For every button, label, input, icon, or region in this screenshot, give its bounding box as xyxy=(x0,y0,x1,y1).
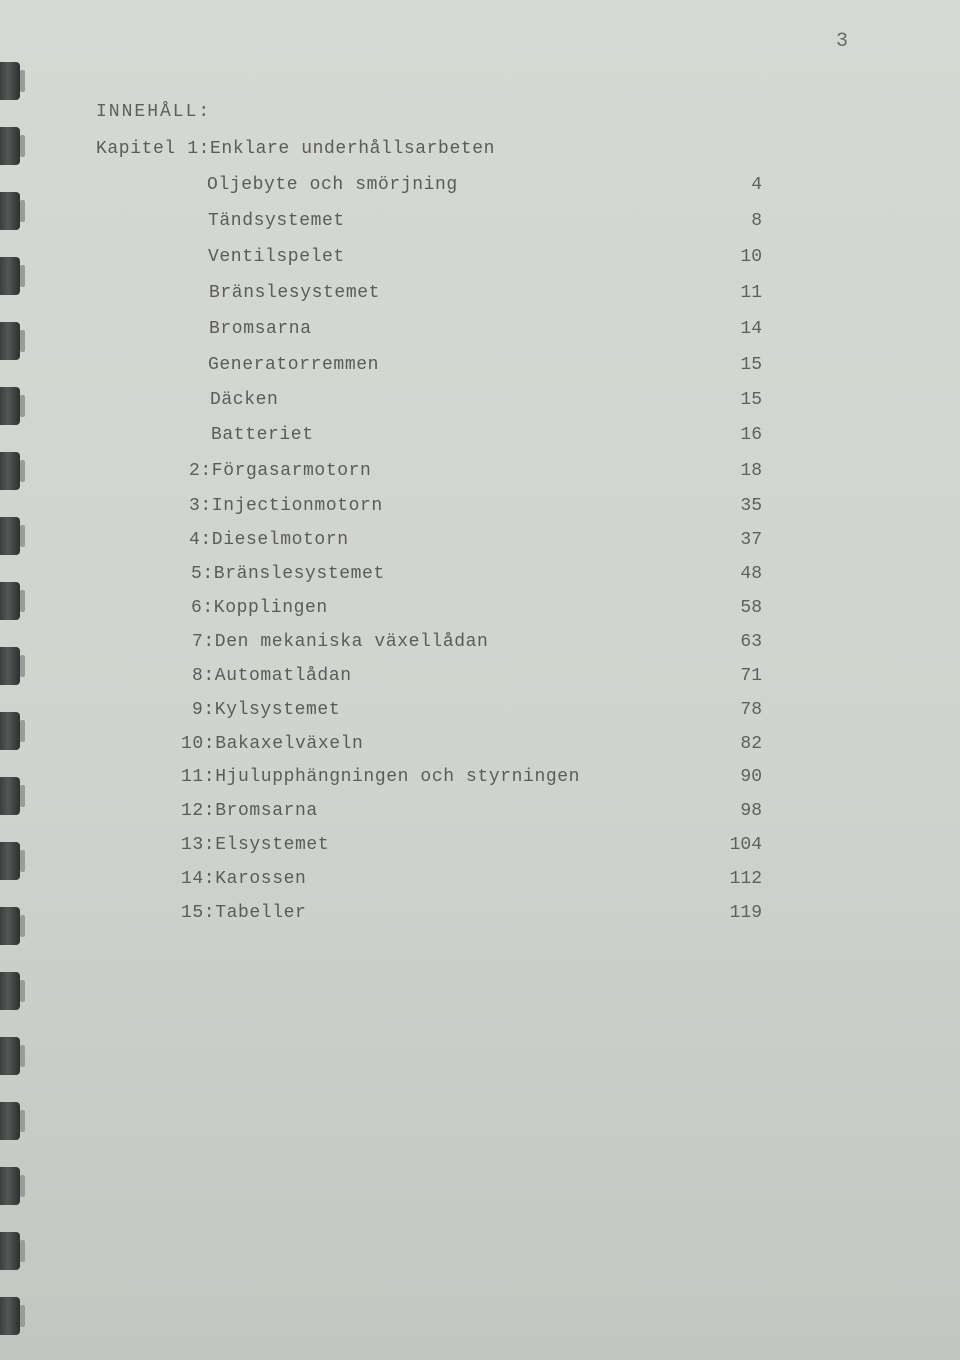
toc-page-number: 63 xyxy=(740,632,762,652)
toc-page-number: 78 xyxy=(740,700,762,720)
toc-chapter-row xyxy=(0,767,960,795)
toc-page-number: 48 xyxy=(740,564,762,584)
toc-page-number: 15 xyxy=(740,390,762,410)
toc-page-number: 37 xyxy=(740,530,762,550)
toc-chapter-label: 12:Bromsarna xyxy=(181,801,318,821)
toc-chapter-row xyxy=(0,869,960,897)
toc-page-number: 10 xyxy=(740,247,762,267)
toc-page-number: 35 xyxy=(740,496,762,516)
toc-chapter-row xyxy=(0,666,960,694)
spiral-ring xyxy=(0,972,20,1010)
spiral-ring xyxy=(0,1167,20,1205)
toc-section-label: Ventilspelet xyxy=(208,247,345,267)
toc-section-row xyxy=(0,425,960,453)
toc-chapter-label: 15:Tabeller xyxy=(181,903,307,923)
spiral-ring xyxy=(0,62,20,100)
toc-page-number: 82 xyxy=(740,734,762,754)
toc-chapter-label: 7:Den mekaniska växellådan xyxy=(192,632,489,652)
toc-chapter-row xyxy=(0,835,960,863)
toc-section-label: Oljebyte och smörjning xyxy=(207,175,458,195)
toc-page-number: 119 xyxy=(729,903,762,923)
spiral-ring xyxy=(0,1297,20,1335)
toc-page-number: 112 xyxy=(729,869,762,889)
toc-chapter-row xyxy=(0,461,960,489)
spiral-ring xyxy=(0,1232,20,1270)
toc-chapter-row xyxy=(0,734,960,762)
toc-chapter-label: 8:Automatlådan xyxy=(192,666,352,686)
toc-section-label: Bromsarna xyxy=(209,319,312,339)
toc-chapter-label: 13:Elsystemet xyxy=(181,835,330,855)
toc-page-number: 11 xyxy=(740,283,762,303)
toc-chapter-row xyxy=(0,598,960,626)
toc-section-label: Generatorremmen xyxy=(208,355,380,375)
toc-chapter-label: 5:Bränslesystemet xyxy=(191,564,385,584)
toc-section-row xyxy=(0,283,960,311)
toc-chapter-row xyxy=(0,903,960,931)
toc-page-number: 98 xyxy=(740,801,762,821)
toc-section-row xyxy=(0,355,960,383)
toc-page-number: 58 xyxy=(740,598,762,618)
toc-chapter-label: 11:Hjulupphängningen och styrningen xyxy=(181,767,581,787)
toc-chapter-label: 9:Kylsystemet xyxy=(192,700,341,720)
toc-page-number: 18 xyxy=(740,461,762,481)
toc-chapter-row xyxy=(0,632,960,660)
toc-page-number: 4 xyxy=(751,175,762,195)
toc-page-number: 8 xyxy=(751,211,762,231)
toc-heading: INNEHÅLL: xyxy=(96,102,212,122)
toc-section-label: Bränslesystemet xyxy=(209,283,381,303)
toc-section-label: Däcken xyxy=(210,390,279,410)
toc-chapter-label: 2:Förgasarmotorn xyxy=(189,461,372,481)
toc-chapter-row xyxy=(0,700,960,728)
chapter-1-title: Kapitel 1:Enklare underhållsarbeten xyxy=(96,139,496,159)
toc-page-number: 15 xyxy=(740,355,762,375)
toc-chapter-row xyxy=(0,564,960,592)
toc-page-number: 71 xyxy=(740,666,762,686)
toc-chapter-label: 4:Dieselmotorn xyxy=(189,530,349,550)
toc-chapter-label: 6:Kopplingen xyxy=(191,598,328,618)
toc-page-number: 16 xyxy=(740,425,762,445)
toc-chapter-label: 14:Karossen xyxy=(181,869,307,889)
toc-section-row xyxy=(0,211,960,239)
spiral-ring xyxy=(0,1037,20,1075)
page-number: 3 xyxy=(836,30,849,53)
toc-section-row xyxy=(0,319,960,347)
toc-chapter-label: 3:Injectionmotorn xyxy=(189,496,383,516)
spiral-ring xyxy=(0,127,20,165)
toc-section-label: Batteriet xyxy=(211,425,314,445)
toc-chapter-row xyxy=(0,496,960,524)
toc-chapter-row xyxy=(0,801,960,829)
spiral-ring xyxy=(0,1102,20,1140)
toc-section-row xyxy=(0,390,960,418)
toc-page-number: 14 xyxy=(740,319,762,339)
toc-page-number: 90 xyxy=(740,767,762,787)
toc-chapter-row xyxy=(0,530,960,558)
toc-section-row xyxy=(0,247,960,275)
toc-section-row xyxy=(0,175,960,203)
toc-page-number: 104 xyxy=(729,835,762,855)
toc-section-label: Tändsystemet xyxy=(208,211,345,231)
toc-chapter-label: 10:Bakaxelväxeln xyxy=(181,734,364,754)
